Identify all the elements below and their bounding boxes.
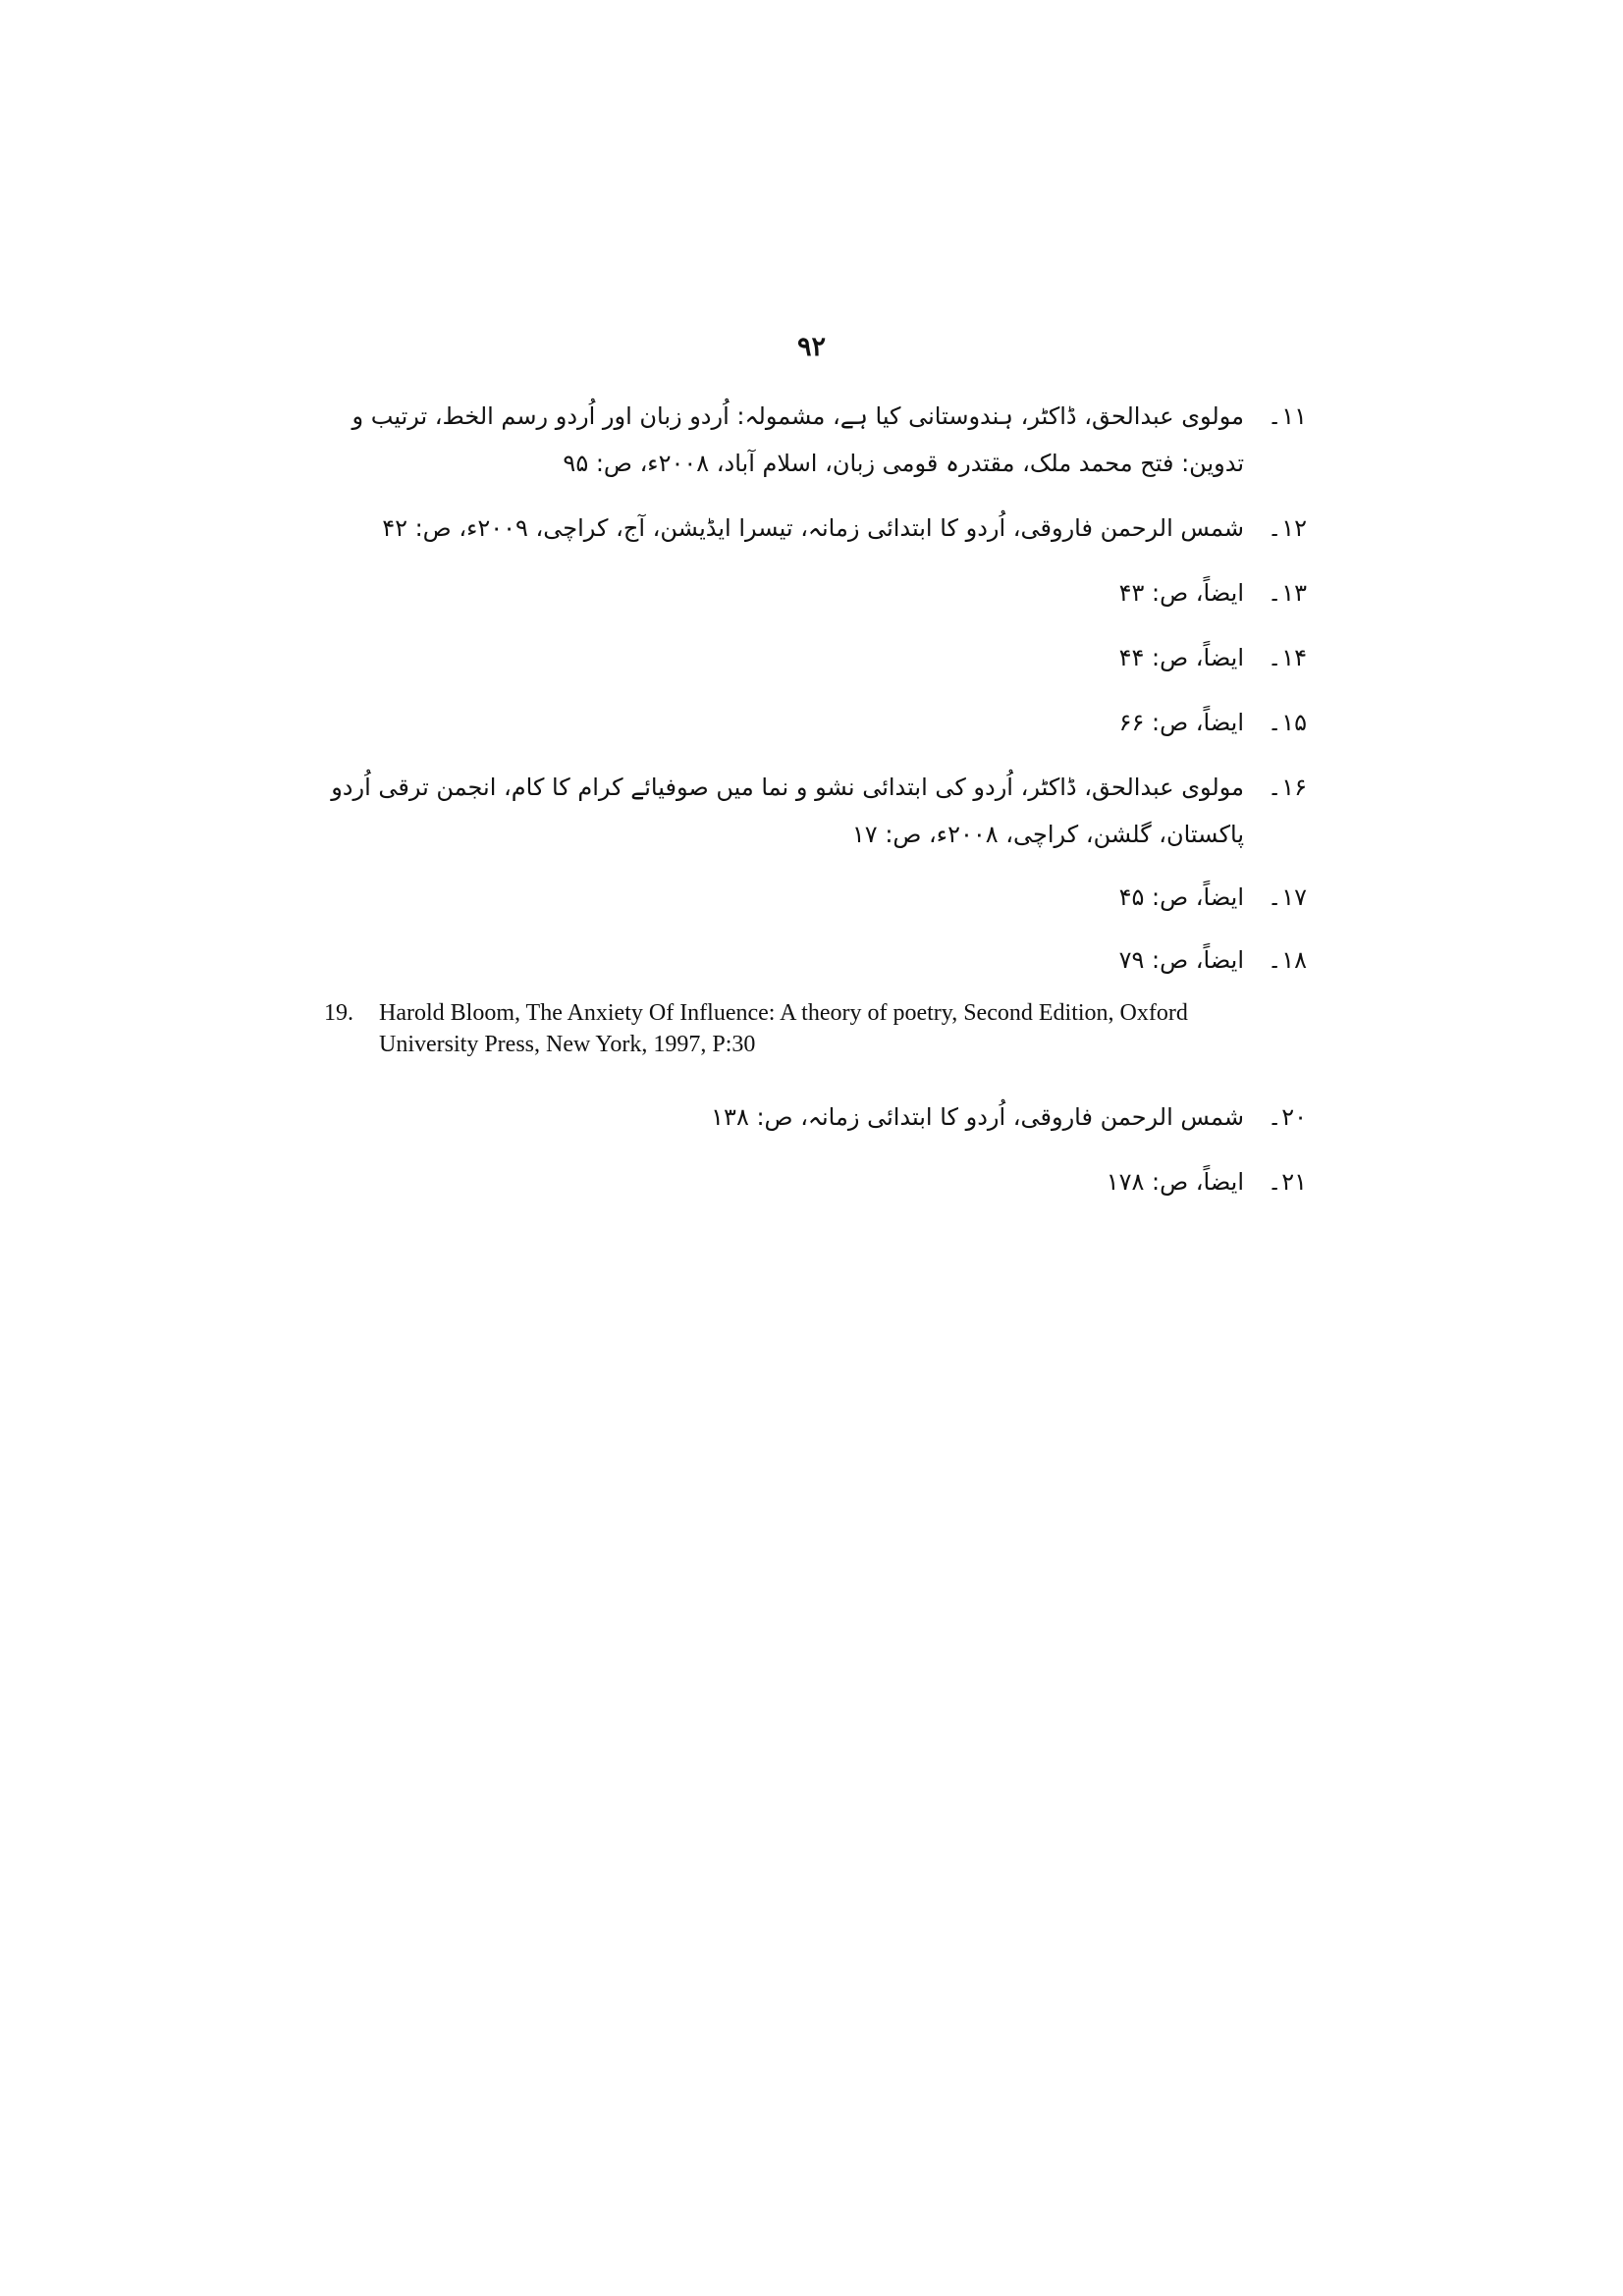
- endnote-18: [325, 936, 1307, 984]
- endnote-number: ۱۲۔: [1268, 514, 1307, 542]
- endnote-number: ۱۴۔: [1268, 644, 1307, 671]
- endnote-text: ایضاً، ص: ۱۷۸: [1106, 1168, 1244, 1196]
- endnote-21: [325, 1158, 1307, 1205]
- endnote-12: [325, 505, 1307, 552]
- endnote-text: شمس الرحمن فاروقی، اُردو کا ابتدائی زمانہ، تیسرا ایڈیشن، آج، کراچی، ۲۰۰۹ء، ص: ۴۲: [382, 514, 1244, 542]
- endnote-text: ایضاً، ص: ۷۹: [1118, 946, 1244, 974]
- endnote-number: ۱۶۔: [1268, 774, 1307, 801]
- endnote-text: ایضاً، ص: ۴۳: [1118, 579, 1244, 607]
- endnote-number: ۲۰۔: [1268, 1103, 1307, 1131]
- endnote-text: Harold Bloom, The Anxiety Of Influence: A theory of poetry, Second Edition, Oxford University Press, New York, 1997, P:30: [379, 1000, 1188, 1057]
- endnote-text: ایضاً، ص: ۶۶: [1118, 709, 1244, 736]
- endnote-14: [325, 634, 1307, 681]
- endnote-17: [325, 874, 1307, 921]
- endnote-20: [325, 1094, 1307, 1141]
- page-number: ۹۲: [796, 332, 826, 362]
- endnote-text: ایضاً، ص: ۴۵: [1118, 883, 1244, 911]
- endnote-text: مولوی عبدالحق، ڈاکٹر، ہندوستانی کیا ہے، مشمولہ: اُردو زبان اور اُردو رسم الخط، ترتیب و تدوین: فتح محمد ملک، مقتدرہ قومی زبان، اسلام آباد، ۲۰۰۸ء، ص: ۹۵: [352, 402, 1244, 477]
- endnote-number: ۱۵۔: [1268, 709, 1307, 736]
- endnote-number: ۱۸۔: [1268, 946, 1307, 974]
- endnote-number: ۲۱۔: [1268, 1168, 1307, 1196]
- endnote-text: شمس الرحمن فاروقی، اُردو کا ابتدائی زمانہ، ص: ۱۳۸: [711, 1103, 1244, 1131]
- endnote-number: 19.: [324, 1000, 353, 1026]
- endnote-text: مولوی عبدالحق، ڈاکٹر، اُردو کی ابتدائی نشو و نما میں صوفیائے کرام کا کام، انجمن ترقی اُردو پاکستان، گلشن، کراچی، ۲۰۰۸ء، ص: ۱۷: [331, 774, 1244, 848]
- endnote-text: ایضاً، ص: ۴۴: [1118, 644, 1244, 671]
- endnote-16: [325, 764, 1307, 858]
- endnote-number: ۱۷۔: [1268, 883, 1307, 911]
- endnote-15: [325, 699, 1307, 746]
- endnote-number: ۱۱۔: [1268, 402, 1307, 430]
- endnote-number: ۱۳۔: [1268, 579, 1307, 607]
- endnote-11: [325, 393, 1307, 487]
- endnote-19: [324, 997, 1257, 1060]
- endnote-13: [325, 569, 1307, 616]
